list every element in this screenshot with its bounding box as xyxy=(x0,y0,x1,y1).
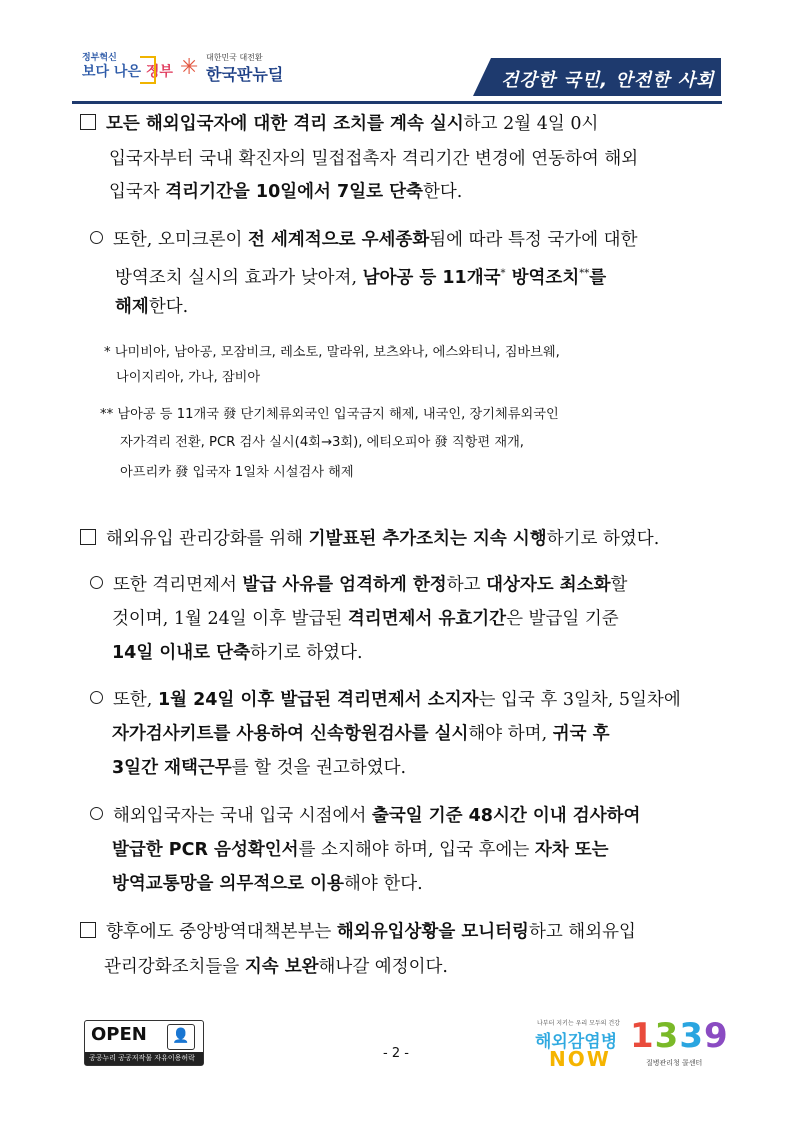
slogan-text: 건강한 국민, 안전한 사회 xyxy=(501,70,715,91)
bullet-circle-icon xyxy=(90,576,103,589)
bullet-circle-icon xyxy=(90,231,103,244)
body-text: 를 소지해야 하며, 입국 후에는 xyxy=(298,840,535,860)
body-text: 해야 하며, xyxy=(468,724,553,744)
header-rule xyxy=(72,101,722,104)
note1-line1: * 나미비아, 남아공, 모잠비크, 레소토, 말라위, 보츠와나, 에스와티니, 짐바브웨, xyxy=(104,345,560,360)
s2-line1 xyxy=(80,527,659,551)
logo-title-a: 보다 나은 xyxy=(82,64,146,80)
s2c-line2 xyxy=(112,838,609,862)
now-caption: 나부터 지키는 우리 모두의 건강 xyxy=(537,1020,620,1027)
open-license-badge xyxy=(84,1020,204,1066)
s1a-line3 xyxy=(115,295,188,319)
body-text: ** xyxy=(579,268,590,279)
body-text: 는 입국 후 3일차, 5일차에 xyxy=(478,690,681,710)
body-text: 하고 2월 4일 0시 xyxy=(463,114,599,134)
emphasis-text: 14일 이내로 단축 xyxy=(112,643,250,663)
s3-line1 xyxy=(80,920,636,944)
emphasis-text: 발급 사유를 엄격하게 한정 xyxy=(242,575,447,595)
s2c-line1 xyxy=(90,804,640,828)
body-text: 또한, 오미크론이 xyxy=(113,230,249,250)
now-big-text: NOW xyxy=(549,1047,611,1071)
s1a-line1 xyxy=(90,228,637,252)
emphasis-text: 남아공 등 11개국 xyxy=(362,267,501,288)
note2-line3: 아프리카 發 입국자 1일차 시설검사 해제 xyxy=(120,465,354,480)
emphasis-text: 기발표된 추가조치는 지속 시행 xyxy=(308,529,547,549)
emphasis-text: 자차 또는 xyxy=(534,840,609,860)
emphasis-text: 방역교통망을 의무적으로 이용 xyxy=(112,874,344,894)
body-text: 해야 한다. xyxy=(343,874,423,894)
s1a-line2 xyxy=(115,262,606,290)
overseas-infection-now-logo xyxy=(535,1018,620,1071)
s2b-line3 xyxy=(112,756,406,780)
s2b-line2 xyxy=(112,722,610,746)
open-license-caption: 공공누리 공공저작물 자유이용허락 xyxy=(85,1052,203,1065)
body-text: 것이며, 1월 24일 이후 발급된 xyxy=(112,609,348,629)
now-title: 해외감염병 xyxy=(535,1032,618,1052)
body-text: 은 발급일 기준 xyxy=(506,609,619,629)
gov-innovation-logo xyxy=(82,50,173,84)
emphasis-text: 대상자도 최소화 xyxy=(486,575,611,595)
emphasis-text: 격리면제서 유효기간 xyxy=(347,609,507,629)
body-text: 하기로 하였다. xyxy=(249,643,363,663)
logo-title xyxy=(82,61,173,81)
s1-line3 xyxy=(109,180,462,204)
emphasis-text: 출국일 기준 48시간 이내 검사하여 xyxy=(371,806,641,826)
body-text: 또한, xyxy=(113,690,158,710)
note2-line1: ** 남아공 등 11개국 發 단기체류외국인 입국금지 해제, 내국인, 장기체류외국인 xyxy=(100,407,559,422)
body-text: 하기로 하였다. xyxy=(546,529,660,549)
s2a-line3 xyxy=(112,641,363,665)
emphasis-text: 지속 보완 xyxy=(244,957,319,977)
emphasis-text: 3일간 재택근무 xyxy=(112,758,232,778)
body-text: 해나갈 예정이다. xyxy=(318,957,448,977)
call-center-caption: 질병관리청 콜센터 xyxy=(646,1059,703,1067)
new-deal-title: 한국판뉴딜 xyxy=(206,65,284,84)
body-text: 입국자부터 국내 확진자의 밀접접촉자 격리기간 변경에 연동하여 해외 xyxy=(109,149,639,169)
logo-caption: 정부혁신 xyxy=(82,53,117,63)
body-text: 한다. xyxy=(422,182,463,202)
body-text: 한다. xyxy=(148,297,189,317)
logo-title-b: 정부 xyxy=(145,64,173,80)
emphasis-text: 모든 해외입국자에 대한 격리 조치를 계속 실시 xyxy=(106,114,464,134)
korean-new-deal-logo xyxy=(180,52,320,86)
s2a-line2 xyxy=(112,607,619,631)
emphasis-text: 발급한 PCR 음성확인서 xyxy=(112,840,299,860)
s2a-line1 xyxy=(90,573,627,597)
new-deal-caption: 대한민국 대전환 xyxy=(206,53,263,62)
page-number: - 2 - xyxy=(383,1046,409,1061)
body-text: 하고 xyxy=(446,575,487,595)
body-text: 를 할 것을 권고하였다. xyxy=(231,758,407,778)
attribution-person-icon: 👤 xyxy=(167,1024,195,1050)
s3-line2 xyxy=(104,955,448,979)
emphasis-text: 전 세계적으로 우세종화 xyxy=(248,230,430,250)
body-text: 향후에도 중앙방역대책본부는 xyxy=(106,922,337,942)
emphasis-text: 귀국 후 xyxy=(552,724,610,744)
emphasis-text: 방역조치 xyxy=(505,267,580,288)
checkbox-square-icon xyxy=(80,114,96,130)
body-text: 또한 격리면제서 xyxy=(113,575,243,595)
body-text: 하고 해외유입 xyxy=(528,922,636,942)
slogan-banner xyxy=(473,58,721,96)
new-deal-star-icon: ✳ xyxy=(180,55,199,80)
body-text: 해외유입 관리강화를 위해 xyxy=(106,529,309,549)
emphasis-text: 를 xyxy=(589,267,607,288)
s2c-line3 xyxy=(112,872,423,896)
body-text: 방역조치 실시의 효과가 낮아져, xyxy=(115,267,363,288)
logo-bracket-icon xyxy=(140,56,156,84)
s1-line1 xyxy=(80,112,598,136)
s2b-line1 xyxy=(90,688,681,712)
checkbox-square-icon xyxy=(80,529,96,545)
bullet-circle-icon xyxy=(90,807,103,820)
body-text: 할 xyxy=(610,575,628,595)
body-text: 해외입국자는 국내 입국 시점에서 xyxy=(113,806,372,826)
body-text: 관리강화조치들을 xyxy=(104,957,245,977)
open-label: OPEN xyxy=(91,1024,147,1045)
s1-line2 xyxy=(109,147,638,171)
call-center-1339-logo xyxy=(630,1016,729,1072)
emphasis-text: 1월 24일 이후 발급된 격리면제서 소지자 xyxy=(157,690,479,710)
emphasis-text: 자가검사키트를 사용하여 신속항원검사를 실시 xyxy=(112,724,469,744)
emphasis-text: 격리기간을 10일에서 7일로 단축 xyxy=(165,182,423,202)
call-number: 1339 xyxy=(630,1016,729,1056)
checkbox-square-icon xyxy=(80,922,96,938)
note1-line2: 나이지리아, 가나, 잠비아 xyxy=(116,370,261,385)
emphasis-text: 해제 xyxy=(115,297,149,317)
body-text: 입국자 xyxy=(109,182,166,202)
note2-line2: 자가격리 전환, PCR 검사 실시(4회→3회), 에티오피아 發 직항편 재개, xyxy=(120,435,525,450)
bullet-circle-icon xyxy=(90,691,103,704)
body-text: 됨에 따라 특정 국가에 대한 xyxy=(429,230,638,250)
body-text: * xyxy=(500,268,506,279)
emphasis-text: 해외유입상황을 모니터링 xyxy=(336,922,529,942)
